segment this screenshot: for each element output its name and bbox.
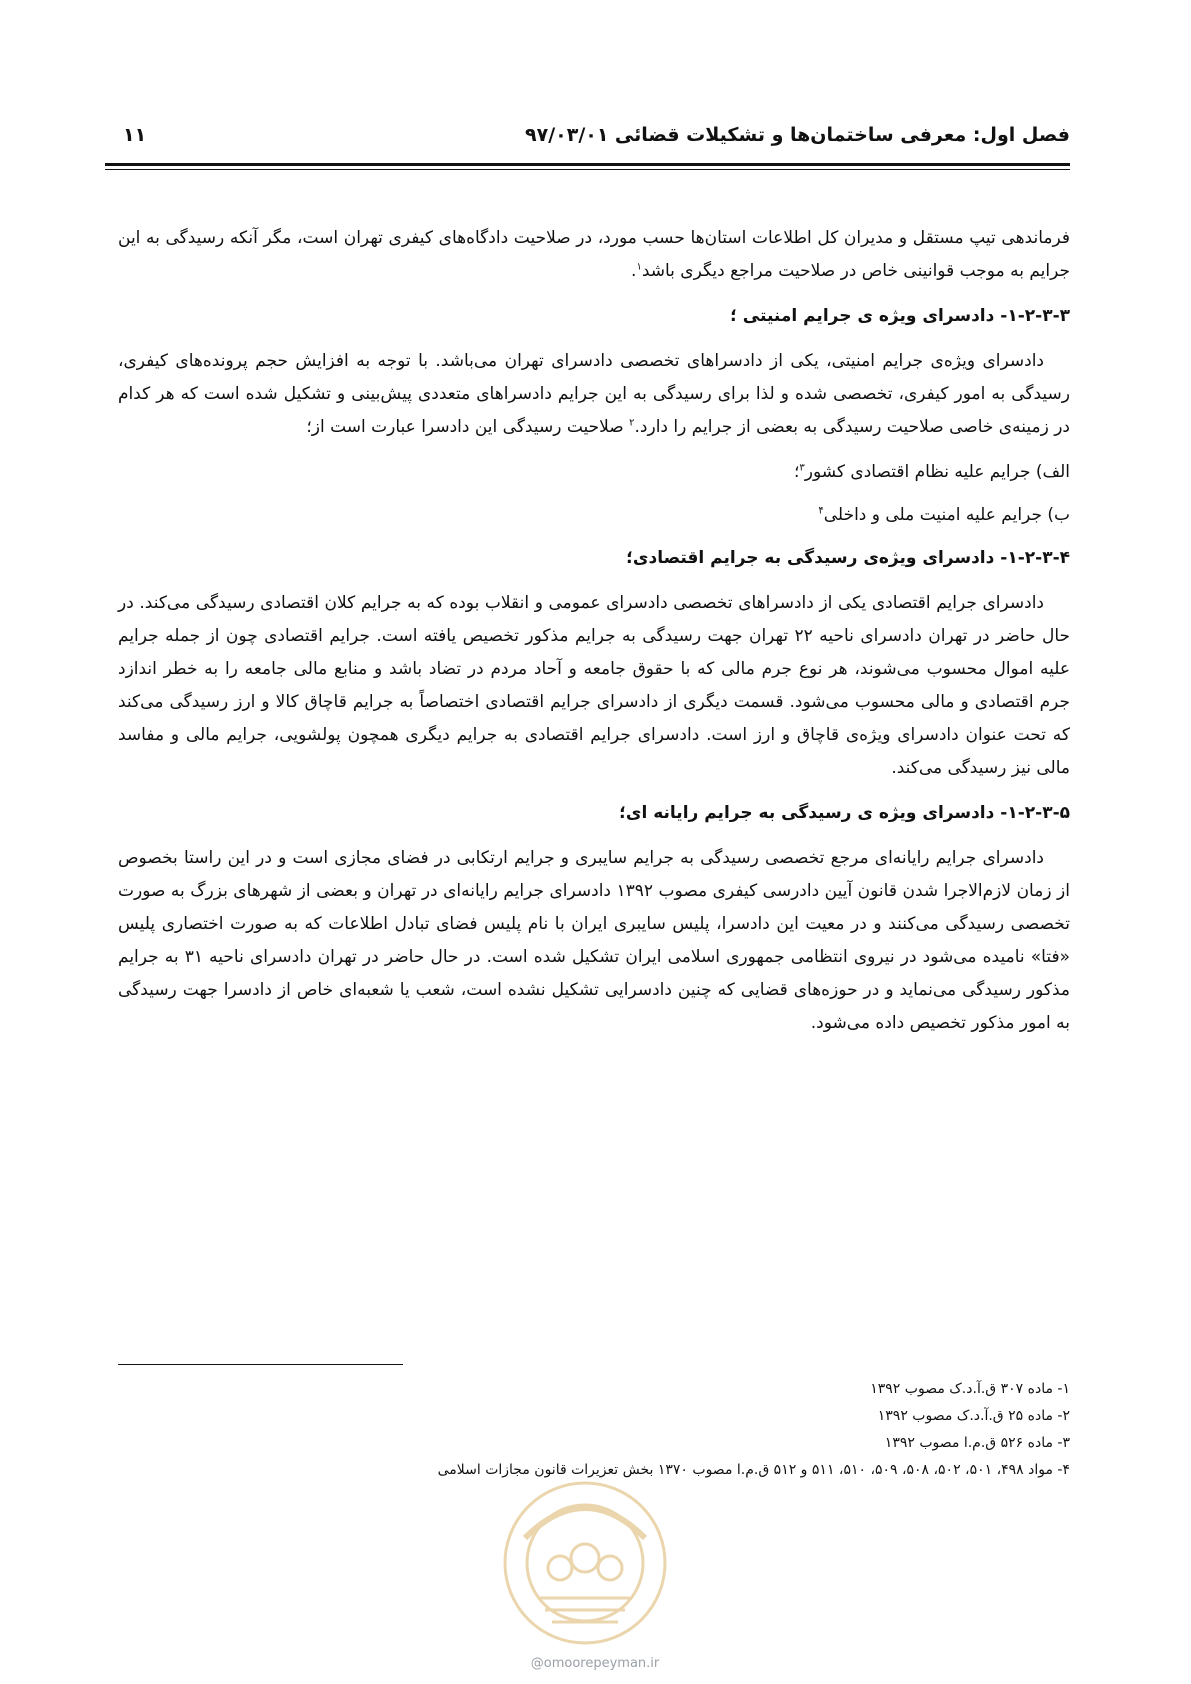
body-text — [118, 222, 1070, 1052]
footnote-separator — [118, 1364, 403, 1365]
paragraph-2: دادسرای ویژه‌ی جرایم امنیتی، یکی از دادسراهای تخصصی دادسرای تهران می‌باشد. با توجه به افزایش حجم پرونده‌های کیفری، رسیدگی به امور کیفری، تخصصی شده و لذا برای رسیدگی به این جرایم دادسراهای متعددی پیش‌بینی و تشکیل شده است که هر کدام در زمینه‌ی خاصی صلاحیت رسیدگی به بعضی از جرایم را دارد.$^۲$ صلاحیت رسیدگی این دادسرا عبارت است از؛ — [118, 351, 1070, 437]
list-item-a: الف) جرایم علیه نظام اقتصادی کشور$^۳$؛ — [793, 462, 1070, 482]
paragraph-1: فرماندهی تیپ مستقل و مدیران کل اطلاعات استان‌ها حسب مورد، در صلاحیت دادگاه‌های کیفری تهران است، مگر آنکه رسیدگی به این جرایم به موجب قوانینی خاص در صلاحیت مراجع دیگری باشد$^۱$. — [118, 228, 1070, 281]
footnotes — [118, 1376, 1070, 1484]
header-date: ۹۷/۰۳/۰۱ — [525, 124, 609, 146]
heading-economic-prosecutor: ۱-۲-۳-۴- دادسرای ویژه‌ی رسیدگی به جرایم اقتصادی؛ — [626, 548, 1070, 568]
footnote-ref-4: ۴ — [818, 505, 824, 517]
paragraph-3: دادسرای جرایم اقتصادی یکی از دادسراهای تخصصی دادسرای عمومی و انقلاب بوده که به جرایم کلان اقتصادی رسیدگی می‌کند. در حال حاضر در تهران دادسرای ناحیه ۲۲ تهران جهت رسیدگی به جرایم مذکور تخصیص یافته است. جرایم اقتصادی چون از جمله جرایم علیه اموال محسوب می‌شوند، هر نوع جرم مالی که با حقوق جامعه و آحاد مردم در تضاد باشد و منابع مالی جامعه را به خطر اندازد جرم اقتصادی و مالی محسوب می‌شود. قسمت دیگری از دادسرای جرایم اقتصادی اختصاصاً به جرایم قاچاق کالا و ارز رسیدگی می‌کند که تحت عنوان دادسرای ویژه‌ی قاچاق و ارز است. دادسرای جرایم اقتصادی به جرایم دیگری همچون پولشویی، جرایم مالی و مفاسد مالی نیز رسیدگی می‌کند. — [118, 593, 1071, 778]
list-item-b: ب) جرایم علیه امنیت ملی و داخلی$^۴$ — [818, 505, 1070, 525]
header-rule-thin — [105, 169, 1070, 170]
footnote-ref-1: ۱ — [636, 261, 642, 273]
footnote-2: ۲- ماده ۲۵ ق.آ.د.ک مصوب ۱۳۹۲ — [877, 1408, 1070, 1424]
watermark-site: @omoorepeyman.ir — [530, 1656, 660, 1671]
footnote-ref-2: ۲ — [629, 417, 635, 429]
footnote-1: ۱- ماده ۳۰۷ ق.آ.د.ک مصوب ۱۳۹۲ — [870, 1381, 1070, 1397]
footnote-3: ۳- ماده ۵۲۶ ق.م.ا مصوب ۱۳۹۲ — [884, 1435, 1070, 1451]
watermark-seal-icon — [500, 1478, 670, 1648]
header-rule-thick — [105, 163, 1070, 166]
footnote-4: ۴- مواد ۴۹۸، ۵۰۱، ۵۰۲، ۵۰۸، ۵۰۹، ۵۱۰، ۵۱۱ و ۵۱۲ ق.م.ا مصوب ۱۳۷۰ بخش تعزیرات قانون مجازات اسلامی — [437, 1462, 1070, 1478]
footnote-ref-3: ۳ — [799, 462, 805, 474]
page-number: ۱۱ — [123, 124, 147, 146]
paragraph-4: دادسرای جرایم رایانه‌ای مرجع تخصصی رسیدگی به جرایم سایبری و جرایم ارتکابی در فضای مجازی است و در این راستا بخصوص از زمان لازم‌الاجرا شدن قانون آیین دادرسی کیفری مصوب ۱۳۹۲ دادسرای جرایم رایانه‌ای در تهران و بعضی از شهرهای بزرگ به صورت تخصصی رسیدگی می‌کنند و در معیت این دادسرا، پلیس سایبری ایران با نام پلیس فضای تبادل اطلاعات که به صورت اختصاری پلیس «فتا» نامیده می‌شود در نیروی انتظامی جمهوری اسلامی ایران تشکیل شده است. در حال حاضر در تهران دادسرای ناحیه ۳۱ به جرایم مذکور رسیدگی می‌نماید و در حوزه‌های قضایی که چنین دادسرایی تشکیل نشده است، شعب یا شعبه‌ای خاص از دادسرا جهت رسیدگی به امور مذکور تخصیص داده می‌شود. — [118, 848, 1071, 1033]
page-header — [105, 124, 1070, 156]
heading-cyber-prosecutor: ۱-۲-۳-۵- دادسرای ویژه ی رسیدگی به جرایم رایانه ای؛ — [619, 803, 1070, 823]
chapter-title: فصل اول: معرفی ساختمان‌ها و تشکیلات قضائی — [614, 124, 1070, 146]
heading-security-prosecutor: ۱-۲-۳-۳- دادسرای ویژه ی جرایم امنیتی ؛ — [730, 306, 1070, 326]
